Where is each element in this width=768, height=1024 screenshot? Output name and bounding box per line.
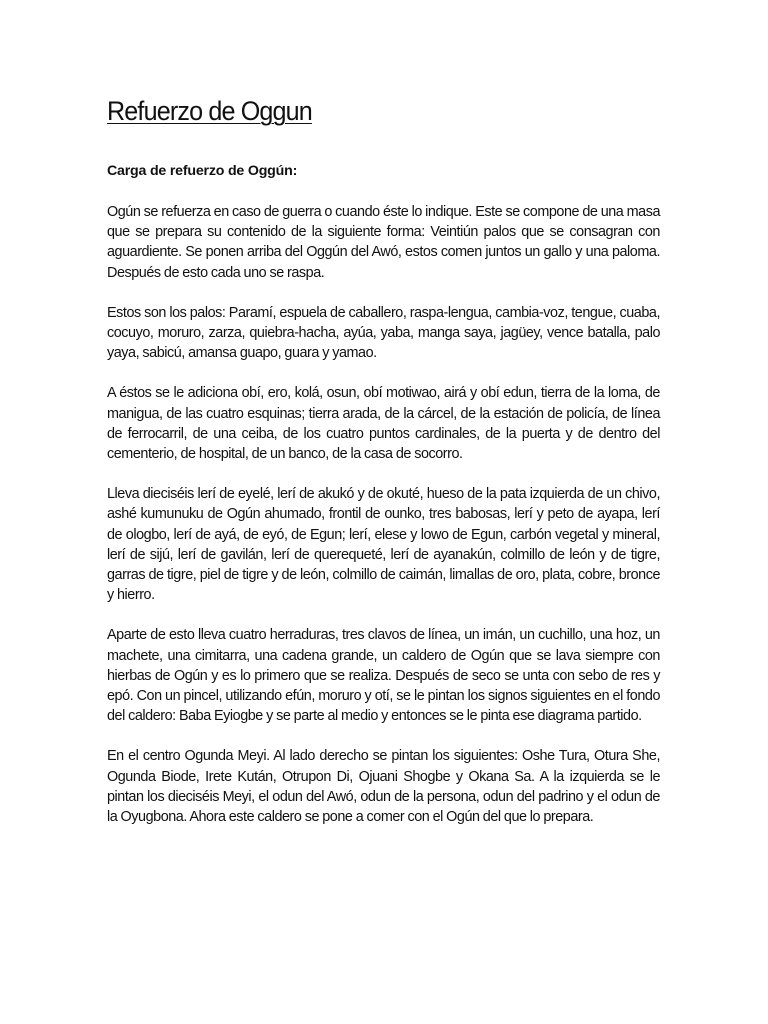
document-page — [107, 94, 660, 827]
document-body — [107, 202, 660, 827]
paragraph-3: A éstos se le adiciona obí, ero, kolá, osun, obí motiwao, airá y obí edun, tierra de la loma, de manigua, de las cuatro esquinas; tierra arada, de la cárcel, de la estación de policía, de línea de ferrocarril, de una ceiba, de los cuatro puntos cardinales, de la puerta y de dentro del cementerio, de hospital, de un banco, de la casa de socorro. — [107, 385, 660, 463]
paragraph-5: Aparte de esto lleva cuatro herraduras, tres clavos de línea, un imán, un cuchillo, una hoz, un machete, una cimitarra, una cadena grande, un caldero de Ogún que se lava siempre con hierbas de Ogún y es lo primero que se realiza. Después de seco se unta con sebo de res y epó. Con un pincel, utilizando efún, moruro y otí, se le pintan los signos siguientes en el fondo del caldero: Baba Eyiogbe y se parte al medio y entonces se le pinta ese diagrama partido. — [107, 627, 660, 725]
paragraph-2: Estos son los palos: Paramí, espuela de caballero, raspa-lengua, cambia-voz, tengue, cuaba, cocuyo, moruro, zarza, quiebra-hacha, ayúa, yaba, manga saya, jagüey, vence batalla, palo yaya, sabicú, amansa guapo, guara y yamao. — [107, 304, 660, 362]
paragraph-4: Lleva dieciséis lerí de eyelé, lerí de akukó y de okuté, hueso de la pata izquierda de un chivo, ashé kumunuku de Ogún ahumado, frontil de ounko, tres babosas, lerí y peto de ayapa, lerí de ologbo, lerí de ayá, de eyó, de Egun; lerí, elese y lowo de Egun, carbón vegetal y mineral, lerí de sijú, lerí de gavilán, lerí de querequeté, lerí de ayanakún, colmillo de león y de tigre, garras de tigre, piel de tigre y de león, colmillo de caimán, limallas de oro, plata, cobre, bronce y hierro. — [107, 486, 660, 604]
paragraph-1: Ogún se refuerza en caso de guerra o cuando éste lo indique. Este se compone de una masa que se prepara su contenido de la siguiente forma: Veintiún palos que se consagran con aguardiente. Se ponen arriba del Oggún del Awó, estos comen juntos un gallo y una paloma. Después de esto cada uno se raspa. — [107, 204, 660, 281]
document-title: Refuerzo de Oggun — [107, 96, 312, 126]
paragraph-6: En el centro Ogunda Meyi. Al lado derecho se pintan los siguientes: Oshe Tura, Otura She, Ogunda Biode, Irete Kután, Otrupon Di, Ojuani Shogbe y Okana Sa. A la izquierda se le pintan los dieciséis Meyi, el odun del Awó, odun de la persona, odun del padrino y el odun de la Oyugbona. Ahora este caldero se pone a comer con el Ogún del que lo prepara. — [107, 748, 660, 826]
section-subtitle: Carga de refuerzo de Oggún: — [107, 163, 298, 179]
